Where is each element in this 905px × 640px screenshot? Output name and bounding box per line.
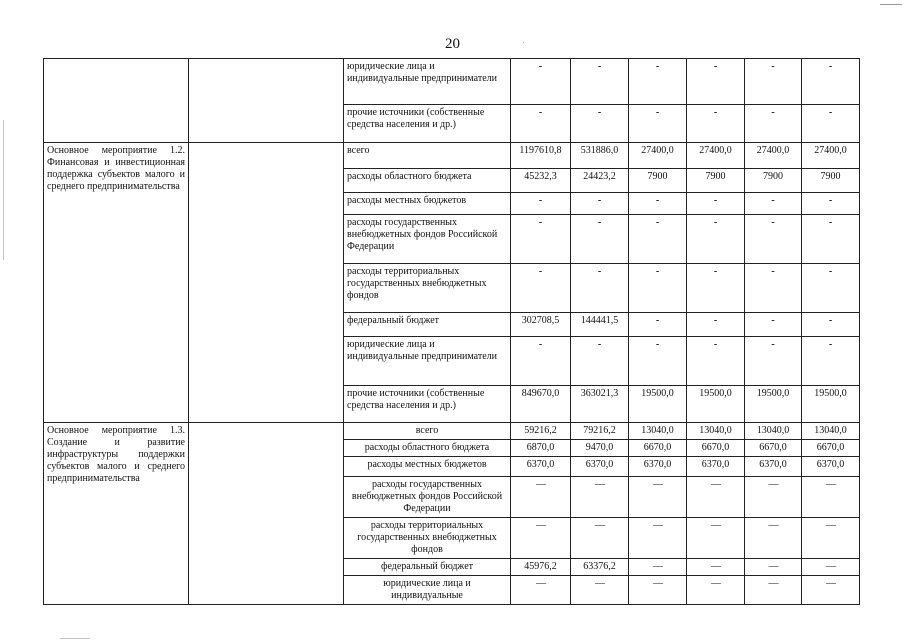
value-cell: - [687,264,745,313]
value-cell: 7900 [629,169,687,193]
value-cell: 6670,0 [687,440,745,457]
value-cell: - [571,193,629,215]
value-cell: — [571,477,629,518]
value-cell: 6370,0 [687,457,745,477]
value-cell: 24423,2 [571,169,629,193]
value-cell: - [687,105,745,143]
value-cell: — [802,559,860,576]
value-cell: — [745,477,802,518]
value-cell: - [687,59,745,105]
funding-source-cell: юридические лица и индивидуальные [344,576,511,605]
value-cell: 7900 [687,169,745,193]
funding-table [43,58,860,605]
value-cell: - [511,105,571,143]
empty-column-cell [189,143,344,423]
activity-title: Основное мероприятие 1.3. Создание и развитие инфраструктуры поддержки субъектов малого и среднего предпринимательства [44,423,189,605]
funding-source-cell: расходы государственных внебюджетных фондов Российской Федерации [344,215,511,264]
value-cell: - [687,313,745,337]
value-cell: - [802,337,860,386]
value-cell: 59216,2 [511,423,571,440]
value-cell: 27400,0 [745,143,802,169]
funding-source-cell: всего [344,423,511,440]
value-cell: 6370,0 [511,457,571,477]
value-cell: — [629,518,687,559]
value-cell: 1197610,8 [511,143,571,169]
value-cell: 19500,0 [745,386,802,423]
value-cell: 6670,0 [629,440,687,457]
funding-source-cell: расходы местных бюджетов [344,193,511,215]
value-cell: — [745,576,802,605]
value-cell: - [629,313,687,337]
value-cell: - [571,215,629,264]
value-cell: - [629,193,687,215]
value-cell: — [745,518,802,559]
scan-artifact [60,638,90,639]
empty-column-cell [189,423,344,605]
funding-source-cell: юридические лица и индивидуальные предприниматели [344,59,511,105]
funding-source-cell: прочие источники (собственные средства населения и др.) [344,105,511,143]
empty-column-cell [189,59,344,143]
page-number: 20 [445,36,460,52]
value-cell: 363021,3 [571,386,629,423]
table-row [44,143,860,169]
value-cell: 6670,0 [745,440,802,457]
value-cell: 63376,2 [571,559,629,576]
value-cell: - [571,105,629,143]
value-cell: - [629,337,687,386]
value-cell: 19500,0 [629,386,687,423]
value-cell: 13040,0 [745,423,802,440]
value-cell: 45976,2 [511,559,571,576]
value-cell: 9470,0 [571,440,629,457]
value-cell: - [745,215,802,264]
value-cell: 144441,5 [571,313,629,337]
value-cell: — [629,576,687,605]
value-cell: — [802,518,860,559]
value-cell: - [629,105,687,143]
value-cell: 19500,0 [802,386,860,423]
value-cell: — [687,477,745,518]
value-cell: 302708,5 [511,313,571,337]
value-cell: - [629,264,687,313]
value-cell: - [629,59,687,105]
value-cell: — [687,576,745,605]
value-cell: - [745,59,802,105]
value-cell: — [511,477,571,518]
scan-artifact [880,4,902,5]
value-cell: 27400,0 [802,143,860,169]
value-cell: — [687,518,745,559]
value-cell: - [802,193,860,215]
value-cell: — [571,518,629,559]
funding-source-cell: федеральный бюджет [344,313,511,337]
value-cell: 6370,0 [802,457,860,477]
value-cell: - [687,337,745,386]
value-cell: 531886,0 [571,143,629,169]
value-cell: — [687,559,745,576]
table-row [44,423,860,440]
value-cell: - [802,215,860,264]
value-cell: - [802,313,860,337]
scan-artifact [523,42,524,43]
value-cell: — [802,477,860,518]
value-cell: 6370,0 [745,457,802,477]
value-cell: 27400,0 [629,143,687,169]
value-cell: - [511,59,571,105]
value-cell: 19500,0 [687,386,745,423]
value-cell: 6870,0 [511,440,571,457]
activity-title: Основное мероприятие 1.2. Финансовая и инвестиционная поддержка субъектов малого и среднего предпринимательства [44,143,189,423]
value-cell: - [802,264,860,313]
funding-source-cell: расходы государственных внебюджетных фондов Российской Федерации [344,477,511,518]
value-cell: — [629,559,687,576]
value-cell: 6670,0 [802,440,860,457]
table-body [44,59,860,605]
value-cell: 13040,0 [802,423,860,440]
value-cell: - [745,264,802,313]
value-cell: - [745,313,802,337]
value-cell: - [802,105,860,143]
funding-source-cell: расходы территориальных государственных внебюджетных фондов [344,264,511,313]
value-cell: — [511,518,571,559]
value-cell: 6370,0 [629,457,687,477]
value-cell: 27400,0 [687,143,745,169]
scan-artifact [3,120,4,260]
value-cell: - [571,264,629,313]
value-cell: 79216,2 [571,423,629,440]
value-cell: 13040,0 [687,423,745,440]
value-cell: - [745,337,802,386]
value-cell: 6370,0 [571,457,629,477]
value-cell: - [511,264,571,313]
funding-source-cell: прочие источники (собственные средства населения и др.) [344,386,511,423]
value-cell: - [745,193,802,215]
value-cell: - [687,193,745,215]
value-cell: - [511,193,571,215]
value-cell: 13040,0 [629,423,687,440]
value-cell: — [802,576,860,605]
value-cell: - [687,215,745,264]
funding-source-cell: юридические лица и индивидуальные предприниматели [344,337,511,386]
value-cell: - [571,337,629,386]
value-cell: - [745,105,802,143]
table-row [44,59,860,105]
funding-source-cell: расходы местных бюджетов [344,457,511,477]
value-cell: — [511,576,571,605]
value-cell: - [511,215,571,264]
funding-source-cell: расходы территориальных государственных внебюджетных фондов [344,518,511,559]
value-cell: — [629,477,687,518]
value-cell: 849670,0 [511,386,571,423]
activity-title [44,59,189,143]
funding-source-cell: федеральный бюджет [344,559,511,576]
value-cell: 7900 [802,169,860,193]
value-cell: — [745,559,802,576]
value-cell: - [802,59,860,105]
funding-source-cell: расходы областного бюджета [344,440,511,457]
value-cell: - [629,215,687,264]
funding-source-cell: всего [344,143,511,169]
value-cell: - [511,337,571,386]
value-cell: 7900 [745,169,802,193]
value-cell: — [571,576,629,605]
value-cell: 45232,3 [511,169,571,193]
funding-source-cell: расходы областного бюджета [344,169,511,193]
value-cell: - [571,59,629,105]
